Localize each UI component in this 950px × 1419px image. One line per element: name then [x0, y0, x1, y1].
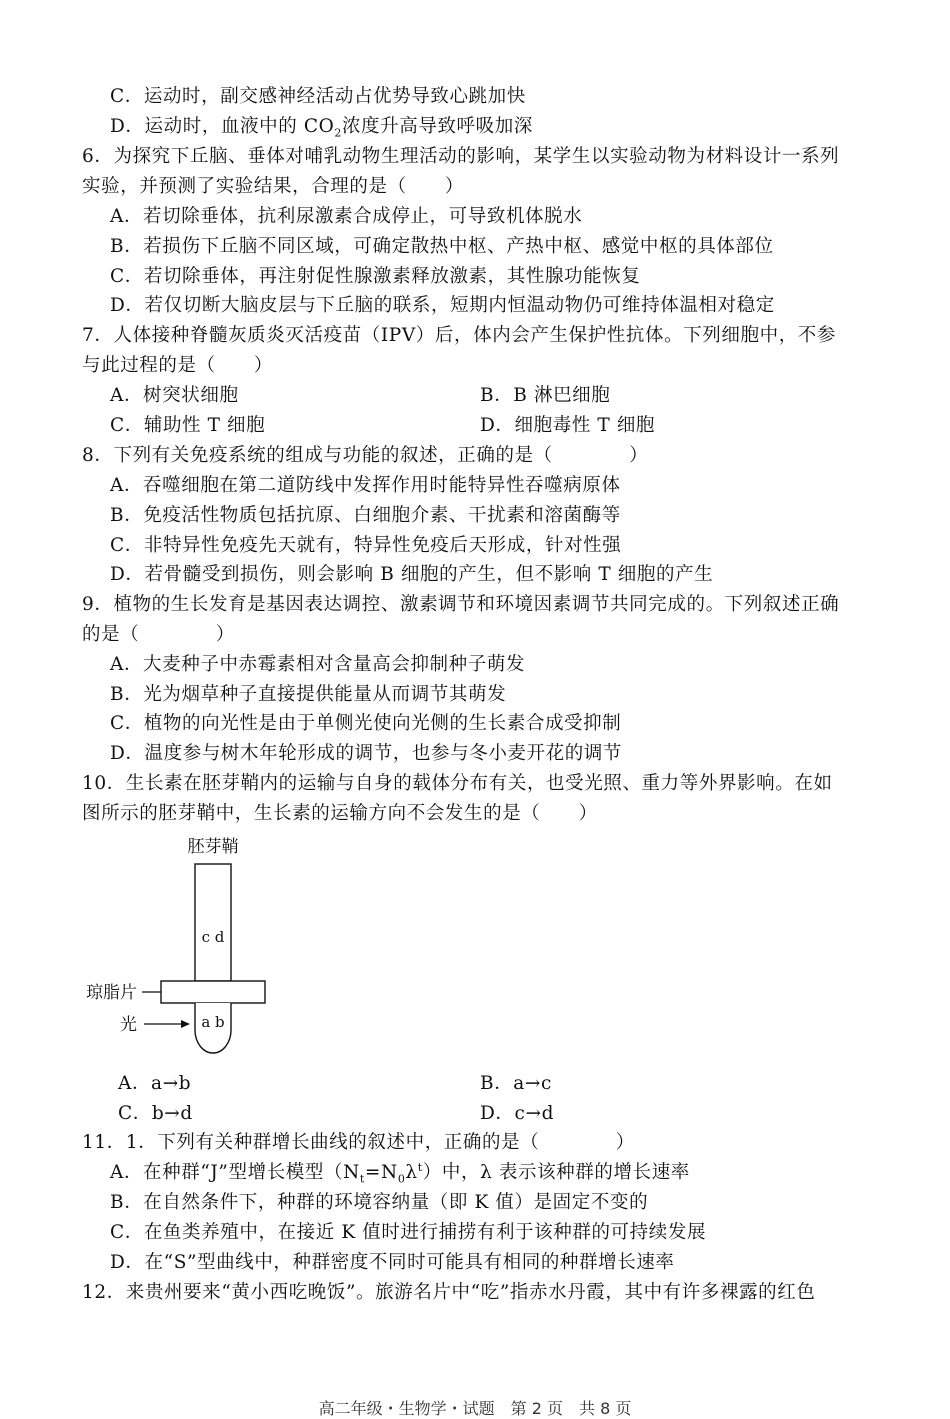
q7-stem-line-1: 7．人体接种脊髓灰质炎灭活疫苗（IPV）后，体内会产生保护性抗体。下列细胞中，不参: [82, 325, 836, 346]
q6-stem-line-2: 实验，并预测了实验结果，合理的是（ ）: [82, 176, 465, 197]
q5-option-d-text-2: 浓度升高导致呼吸加深: [341, 116, 533, 137]
light-label: 光: [120, 1015, 137, 1035]
q10-stem-line-1: 10．生长素在胚芽鞘内的运输与自身的载体分布有关，也受光照、重力等外界影响。在如: [82, 773, 833, 794]
q11-option-a-sub-2: 0: [397, 1172, 406, 1186]
q9-option-a: A．大麦种子中赤霉素相对含量高会抑制种子萌发: [110, 654, 526, 675]
q10-option-d: D．c→d: [480, 1103, 555, 1124]
coleoptile-upper-segment: [195, 864, 231, 981]
q6-option-a: A．若切除垂体，抗利尿激素合成停止，可导致机体脱水: [110, 206, 583, 227]
q11-option-a-sup: t: [417, 1160, 423, 1174]
q5-option-d-sub: 2: [334, 126, 342, 140]
q6-option-b: B．若损伤下丘脑不同区域，可确定散热中枢、产热中枢、感觉中枢的具体部位: [110, 236, 774, 257]
q6-stem-line-1: 6．为探究下丘脑、垂体对哺乳动物生理活动的影响，某学生以实验动物为材料设计一系列: [82, 146, 840, 167]
diagram-title: 胚芽鞘: [187, 837, 239, 857]
q11-option-b: B．在自然条件下，种群的环境容纳量（即 K 值）是固定不变的: [110, 1192, 649, 1213]
q10-option-b: B．a→c: [480, 1073, 552, 1094]
q8-stem: 8．下列有关免疫系统的组成与功能的叙述，正确的是（ ）: [82, 445, 649, 466]
coleoptile-diagram: [80, 830, 280, 1060]
q12-stem-line-1: 12．来贵州要来“黄小西吃晚饭”。旅游名片中“吃”指赤水丹霞，其中有许多裸露的红色: [82, 1282, 816, 1303]
q11-option-a-text-4: ）中，λ 表示该种群的增长速率: [422, 1162, 690, 1183]
q5-option-d-text: D．运动时，血液中的 CO: [110, 116, 335, 137]
q11-stem: 11．1．下列有关种群增长曲线的叙述中，正确的是（ ）: [82, 1132, 635, 1153]
q7-option-b: B．B 淋巴细胞: [480, 385, 611, 406]
q8-option-d: D．若骨髓受到损伤，则会影响 B 细胞的产生，但不影响 T 细胞的产生: [110, 564, 714, 585]
q6-option-d: D．若仅切断大脑皮层与下丘脑的联系，短期内恒温动物仍可维持体温相对稳定: [110, 295, 775, 316]
q9-option-b: B．光为烟草种子直接提供能量从而调节其萌发: [110, 684, 507, 705]
q7-stem-line-2: 与此过程的是（ ）: [82, 355, 274, 376]
agar-block: [161, 981, 265, 1003]
q8-option-b: B．免疫活性物质包括抗原、白细胞介素、干扰素和溶菌酶等: [110, 505, 621, 526]
q7-option-d: D．细胞毒性 T 细胞: [480, 415, 656, 436]
q10-stem-line-2: 图所示的胚芽鞘中，生长素的运输方向不会发生的是（ ）: [82, 803, 598, 824]
q9-stem-line-1: 9．植物的生长发育是基因表达调控、激素调节和环境因素调节共同完成的。下列叙述正确: [82, 594, 840, 615]
q11-option-c: C．在鱼类养殖中，在接近 K 值时进行捕捞有利于该种群的可持续发展: [110, 1222, 707, 1243]
page-footer: 高二年级・生物学・试题 第 2 页 共 8 页: [318, 1399, 632, 1418]
diagram-labels-ab: a b: [201, 1013, 225, 1031]
q8-option-a: A．吞噬细胞在第二道防线中发挥作用时能特异性吞噬病原体: [110, 475, 621, 496]
q5-option-c: C．运动时，副交感神经活动占优势导致心跳加快: [110, 86, 526, 107]
agar-label: 琼脂片: [86, 983, 137, 1003]
q7-option-c: C．辅助性 T 细胞: [110, 415, 266, 436]
q6-option-c: C．若切除垂体，再注射促性腺激素释放激素，其性腺功能恢复: [110, 266, 641, 287]
diagram-labels-cd: c d: [201, 928, 225, 946]
q10-option-a: A．a→b: [118, 1073, 192, 1094]
q11-option-a: [110, 1161, 690, 1185]
q5-option-d: [110, 115, 533, 139]
q9-option-c: C．植物的向光性是由于单侧光使向光侧的生长素合成受抑制: [110, 713, 622, 734]
q7-option-a: A．树突状细胞: [110, 385, 239, 406]
q11-option-a-text-3: λ: [405, 1162, 418, 1183]
q11-option-a-sub-1: t: [359, 1172, 365, 1186]
q11-option-a-text-2: =N: [364, 1162, 398, 1183]
q8-option-c: C．非特异性免疫先天就有，特异性免疫后天形成，针对性强: [110, 535, 622, 556]
q9-option-d: D．温度参与树木年轮形成的调节，也参与冬小麦开花的调节: [110, 743, 623, 764]
q9-stem-line-2: 的是（ ）: [82, 624, 235, 645]
light-arrow-head: [181, 1020, 190, 1028]
q11-option-d: D．在“S”型曲线中，种群密度不同时可能具有相同的种群增长速率: [110, 1252, 675, 1273]
q11-option-a-text-1: A．在种群“J”型增长模型（N: [110, 1162, 360, 1183]
q10-option-c: C．b→d: [118, 1103, 193, 1124]
